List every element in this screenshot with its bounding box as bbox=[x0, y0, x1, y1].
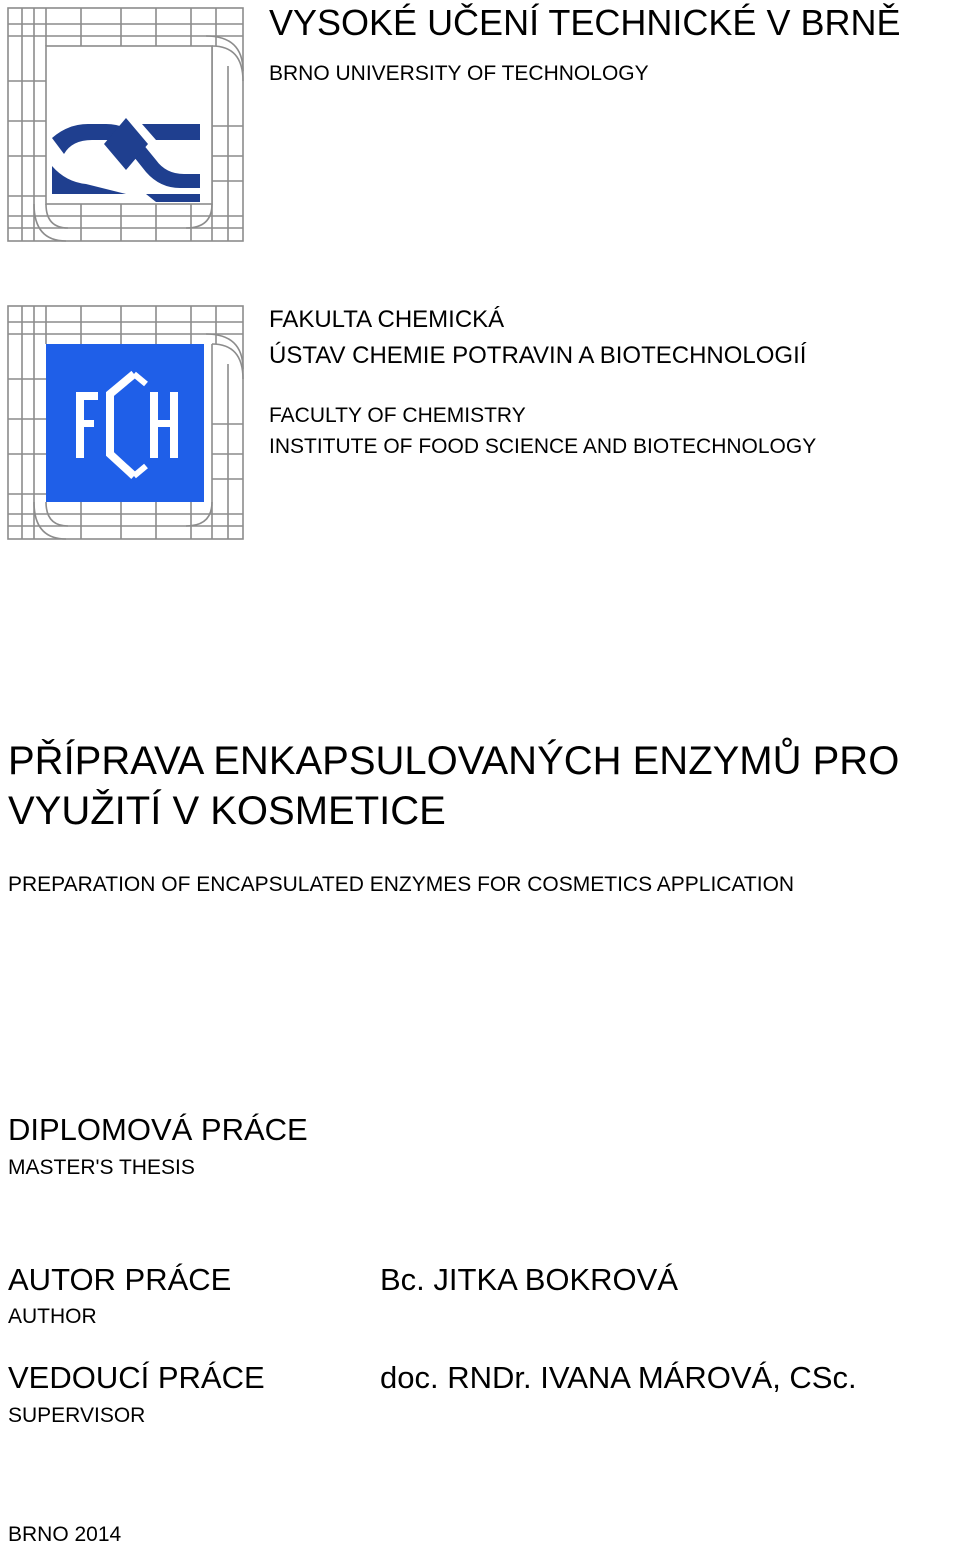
faculty-name-en: FACULTY OF CHEMISTRY bbox=[269, 404, 526, 427]
institute-name-cz: ÚSTAV CHEMIE POTRAVIN A BIOTECHNOLOGIÍ bbox=[269, 342, 807, 369]
fch-logo-icon bbox=[6, 304, 246, 542]
place-year: BRNO 2014 bbox=[8, 1523, 122, 1546]
author-label-en: AUTHOR bbox=[8, 1305, 97, 1328]
faculty-name-cz: FAKULTA CHEMICKÁ bbox=[269, 306, 505, 333]
institute-name-en: INSTITUTE OF FOOD SCIENCE AND BIOTECHNOLOGY bbox=[269, 435, 817, 458]
author-label-cz: AUTOR PRÁCE bbox=[8, 1262, 232, 1297]
vut-logo-icon bbox=[6, 6, 246, 244]
university-name-en: BRNO UNIVERSITY OF TECHNOLOGY bbox=[269, 62, 649, 85]
supervisor-label-en: SUPERVISOR bbox=[8, 1404, 146, 1427]
thesis-title-en: PREPARATION OF ENCAPSULATED ENZYMES FOR COSMETICS APPLICATION bbox=[8, 873, 795, 896]
supervisor-label-cz: VEDOUCÍ PRÁCE bbox=[8, 1360, 265, 1395]
thesis-type-en: MASTER'S THESIS bbox=[8, 1156, 195, 1179]
thesis-title-cz: PŘÍPRAVA ENKAPSULOVANÝCH ENZYMŮ PRO VYUŽITÍ V KOSMETICE bbox=[8, 739, 900, 833]
thesis-type-cz: DIPLOMOVÁ PRÁCE bbox=[8, 1112, 308, 1147]
author-name: Bc. JITKA BOKROVÁ bbox=[380, 1262, 679, 1297]
supervisor-name: doc. RNDr. IVANA MÁROVÁ, CSc. bbox=[380, 1360, 857, 1395]
university-name-cz: VYSOKÉ UČENÍ TECHNICKÉ V BRNĚ bbox=[269, 2, 901, 43]
